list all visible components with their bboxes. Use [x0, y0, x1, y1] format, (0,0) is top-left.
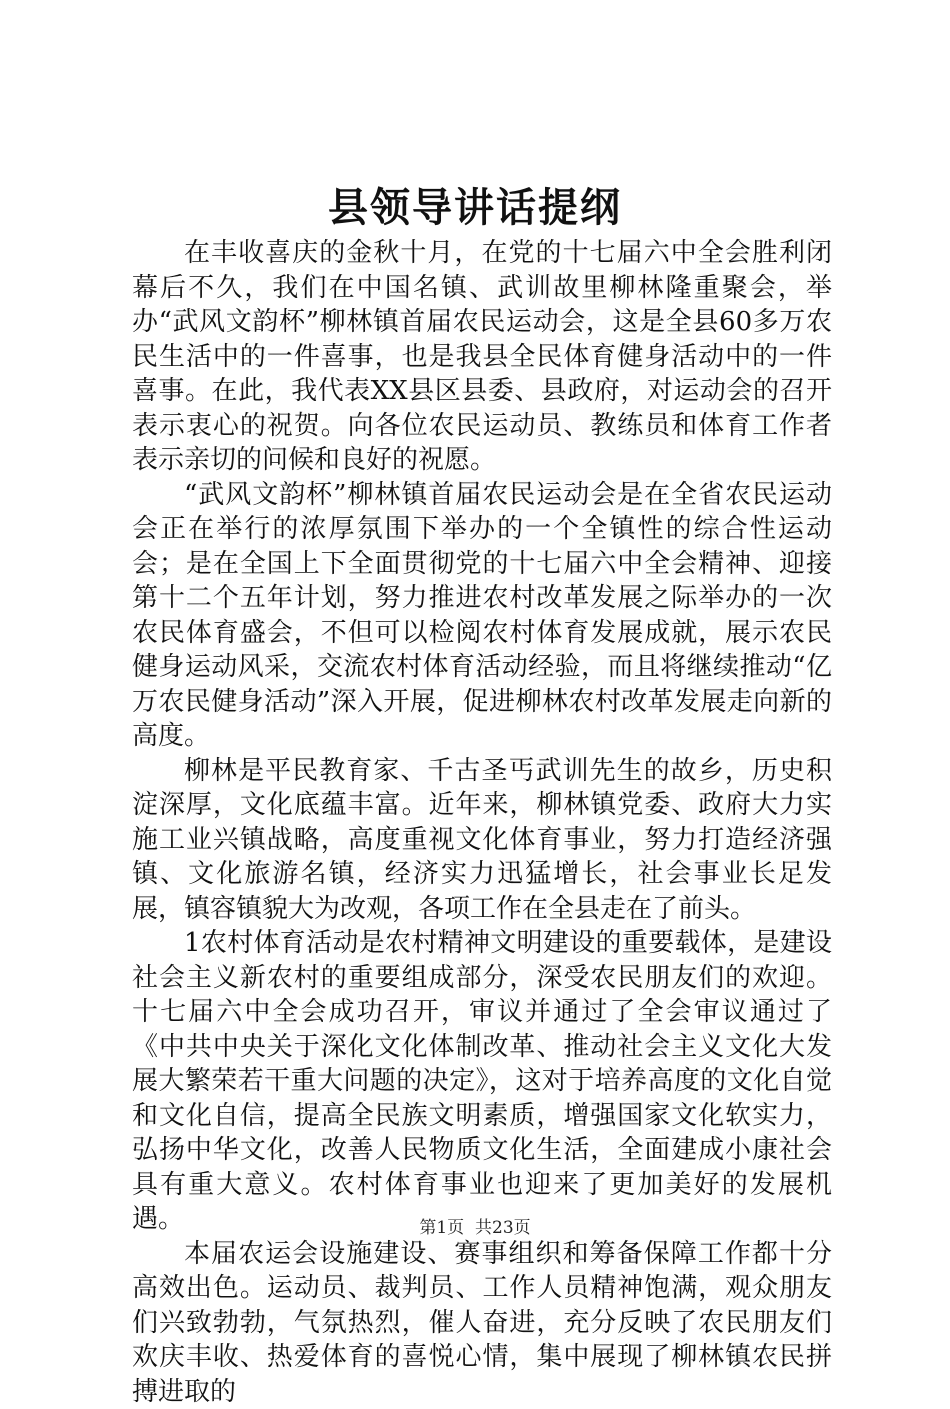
paragraph: “武风文韵杯”柳林镇首届农民运动会是在全省农民运动会正在举行的浓厚氛围下举办的一个全镇性的综合性运动会；是在全国上下全面贯彻党的十七届六中全会精神、迎接第十二个五年计划，努力推进农村改革发展之际举办的一次农民体育盛会，不但可以检阅农村体育发展成就，展示农民健身运动风采，交流农村体育活动经验，而且将继续推动“亿万农民健身活动”深入开展，促进柳林农村改革发展走向新的高度。 — [132, 478, 832, 754]
footer-separator — [464, 1218, 475, 1238]
paragraph: 在丰收喜庆的金秋十月，在党的十七届六中全会胜利闭幕后不久，我们在中国名镇、武训故里柳林隆重聚会，举办“武风文韵杯”柳林镇首届农民运动会，这是全县60多万农民生活中的一件喜事，也是我县全民体育健身活动中的一件喜事。在此，我代表XX县区县委、县政府，对运动会的召开表示衷心的祝贺。向各位农民运动员、教练员和体育工作者表示亲切的问候和良好的祝愿。 — [132, 236, 832, 478]
document-title: 县领导讲话提纲 — [0, 180, 950, 236]
page-number-total: 共23页 — [475, 1218, 531, 1238]
page-footer — [0, 1216, 950, 1240]
paragraph: 1农村体育活动是农村精神文明建设的重要载体，是建设社会主义新农村的重要组成部分，深受农民朋友们的欢迎。十七届六中全会成功召开，审议并通过了全会审议通过了《中共中央关于深化文化体制改革、推动社会主义文化大发展大繁荣若干重大问题的决定》，这对于培养高度的文化自觉和文化自信，提高全民族文明素质，增强国家文化软实力，弘扬中华文化，改善人民物质文化生活，全面建成小康社会具有重大意义。农村体育事业也迎来了更加美好的发展机遇。 — [132, 926, 832, 1237]
paragraph: 柳林是平民教育家、千古圣丐武训先生的故乡，历史积淀深厚，文化底蕴丰富。近年来，柳林镇党委、政府大力实施工业兴镇战略，高度重视文化体育事业，努力打造经济强镇、文化旅游名镇，经济实力迅猛增长，社会事业长足发展，镇容镇貌大为改观，各项工作在全县走在了前头。 — [132, 754, 832, 927]
paragraph: 本届农运会设施建设、赛事组织和筹备保障工作都十分高效出色。运动员、裁判员、工作人员精神饱满，观众朋友们兴致勃勃，气氛热烈，催人奋进，充分反映了农民朋友们欢庆丰收、热爱体育的喜悦心情，集中展现了柳林镇农民拼搏进取的 — [132, 1237, 832, 1409]
page-number-current: 第1页 — [419, 1218, 464, 1238]
